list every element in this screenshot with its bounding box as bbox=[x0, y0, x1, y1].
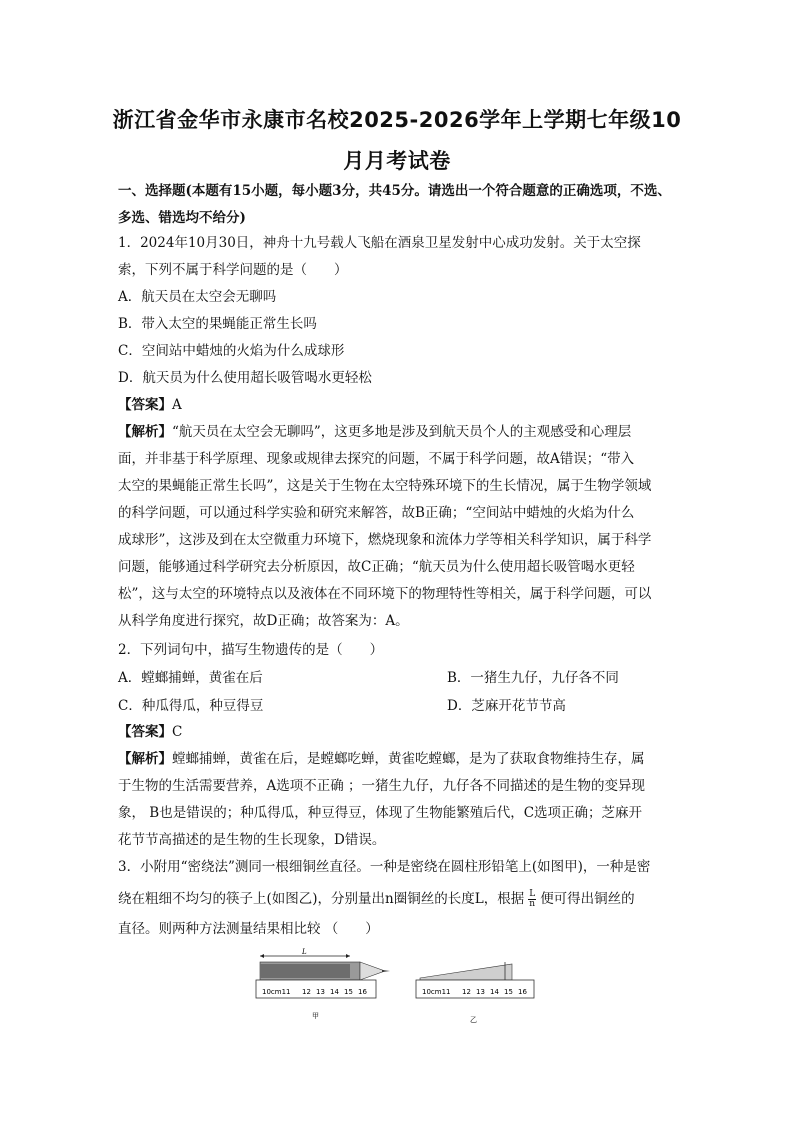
pencil-tip bbox=[360, 962, 385, 980]
chopstick bbox=[420, 964, 512, 980]
q3-stem-line2-end: 便可得出铜丝的 bbox=[540, 891, 635, 907]
q1-option-c: C．空间站中蜡烛的火焰为什么成球形 bbox=[118, 343, 345, 359]
length-label: L bbox=[302, 948, 307, 956]
q1-answer bbox=[118, 395, 182, 415]
ruler-jia-tick-0: 10cm11 bbox=[262, 988, 291, 996]
q3-stem-line3: 直径。则两种方法测量结果相比较 （ ） bbox=[118, 921, 379, 937]
figure-yi-label: 乙 bbox=[470, 1016, 477, 1024]
analysis-text: “航天员在太空会无聊吗”，这更多地是涉及到航天员个人的主观感受和心理层 bbox=[172, 424, 632, 440]
q2-option-d: D．芝麻开花节节高 bbox=[447, 698, 566, 714]
answer-label: 【答案】 bbox=[118, 397, 172, 413]
q2-option-b: B．一猪生九仔，九仔各不同 bbox=[447, 670, 619, 686]
q2-answer bbox=[118, 722, 182, 742]
q3-stem-line2 bbox=[118, 889, 635, 909]
answer-label: 【答案】 bbox=[118, 724, 172, 740]
answer-value: C bbox=[172, 724, 183, 740]
ruler-jia-tick-1: 12 bbox=[302, 988, 311, 996]
q2-analysis-line4: 花节节高描述的是生物的生长现象，D错误。 bbox=[118, 832, 386, 848]
fraction-numerator: L bbox=[529, 889, 536, 899]
ruler-yi-tick-0: 10cm11 bbox=[422, 988, 451, 996]
pencil-lead bbox=[382, 970, 390, 972]
fraction-denominator: n bbox=[529, 899, 536, 909]
analysis-label: 【解析】 bbox=[118, 424, 172, 440]
ruler-jia-tick-5: 16 bbox=[358, 988, 367, 996]
q3-figure bbox=[250, 948, 550, 1028]
q1-option-d: D．航天员为什么使用超长吸管喝水更轻松 bbox=[118, 370, 372, 386]
q2-stem: 2．下列词句中，描写生物遗传的是（ ） bbox=[118, 642, 384, 658]
q1-option-a: A．航天员在太空会无聊吗 bbox=[118, 289, 277, 305]
ruler-yi-tick-1: 12 bbox=[462, 988, 471, 996]
figure-yi bbox=[416, 962, 534, 1024]
ruler-yi-tick-3: 14 bbox=[490, 988, 499, 996]
ruler-yi-tick-2: 13 bbox=[476, 988, 485, 996]
ruler-jia-tick-3: 14 bbox=[330, 988, 339, 996]
q1-analysis-line5: 成球形”，这涉及到在太空微重力环境下，燃烧现象和流体力学等相关科学知识，属于科学 bbox=[118, 532, 652, 548]
q2-option-a: A．螳螂捕蝉，黄雀在后 bbox=[118, 670, 263, 686]
section-heading: 一、选择题(本题有15小题，每小题3分，共45分。请选出一个符合题意的正确选项，不选、多选、错选均不给分) bbox=[118, 183, 671, 226]
ruler-yi-tick-4: 15 bbox=[504, 988, 513, 996]
analysis-label: 【解析】 bbox=[118, 751, 172, 767]
q3-stem-line1: 3．小附用“密绕法”测同一根细铜丝直径。一种是密绕在圆柱形铅笔上(如图甲)，一种是密 bbox=[118, 859, 651, 875]
figure-jia bbox=[256, 948, 390, 1020]
arrow-head-right bbox=[346, 954, 350, 958]
q1-stem-line1: 1．2024年10月30日，神舟十九号载人飞船在酒泉卫星发射中心成功发射。关于太空探 bbox=[118, 235, 641, 251]
q2-analysis-line3: 象， B也是错误的；种瓜得瓜，种豆得豆，体现了生物能繁殖后代，C选项正确；芝麻开 bbox=[118, 805, 643, 821]
q1-analysis-line1 bbox=[118, 422, 631, 442]
q2-option-c: C．种瓜得瓜，种豆得豆 bbox=[118, 698, 264, 714]
q1-analysis-line4: 的科学问题，可以通过科学实验和研究来解答，故B正确；“空间站中蜡烛的火焰为什么 bbox=[118, 505, 635, 521]
q1-analysis-line3: 太空的果蝇能正常生长吗”，这是关于生物在太空特殊环境下的生长情况，属于生物学领域 bbox=[118, 478, 652, 494]
exam-title-line2: 月月考试卷 bbox=[343, 149, 451, 173]
q1-analysis-line8: 从科学角度进行探究，故D正确；故答案为：A。 bbox=[118, 613, 409, 629]
figure-jia-label: 甲 bbox=[312, 1012, 319, 1020]
ruler-yi-tick-5: 16 bbox=[518, 988, 527, 996]
q1-analysis-line6: 问题，能够通过科学研究去分析原因，故C正确；“航天员为什么使用超长吸管喝水更轻 bbox=[118, 559, 635, 575]
fraction-l-over-n bbox=[528, 890, 536, 909]
q1-stem-line2: 索，下列不属于科学问题的是（ ） bbox=[118, 262, 348, 278]
exam-title-line1: 浙江省金华市永康市名校2025-2026学年上学期七年级10 bbox=[112, 108, 682, 132]
arrow-head-left bbox=[260, 954, 264, 958]
q2-analysis-line2: 于生物的生活需要营养，A选项不正确 ；一猪生九仔，九仔各不同描述的是生物的变异现 bbox=[118, 778, 646, 794]
q2-analysis-line1 bbox=[118, 749, 645, 769]
analysis-text: 螳螂捕蝉，黄雀在后，是螳螂吃蝉，黄雀吃螳螂，是为了获取食物维持生存，属 bbox=[172, 751, 645, 767]
answer-value: A bbox=[172, 397, 182, 413]
ruler-jia-tick-4: 15 bbox=[344, 988, 353, 996]
coil-wire bbox=[260, 964, 350, 978]
ruler-jia-tick-2: 13 bbox=[316, 988, 325, 996]
q1-analysis-line7: 松”，这与太空的环境特点以及液体在不同环境下的物理特性等相关，属于科学问题，可以 bbox=[118, 586, 652, 602]
q1-analysis-line2: 面，并非基于科学原理、现象或规律去探究的问题，不属于科学问题，故A错误；“带入 bbox=[118, 451, 635, 467]
q3-stem-line2-start: 绕在粗细不均匀的筷子上(如图乙)，分别量出n圈铜丝的长度L，根据 bbox=[118, 891, 525, 907]
q1-option-b: B．带入太空的果蝇能正常生长吗 bbox=[118, 316, 317, 332]
